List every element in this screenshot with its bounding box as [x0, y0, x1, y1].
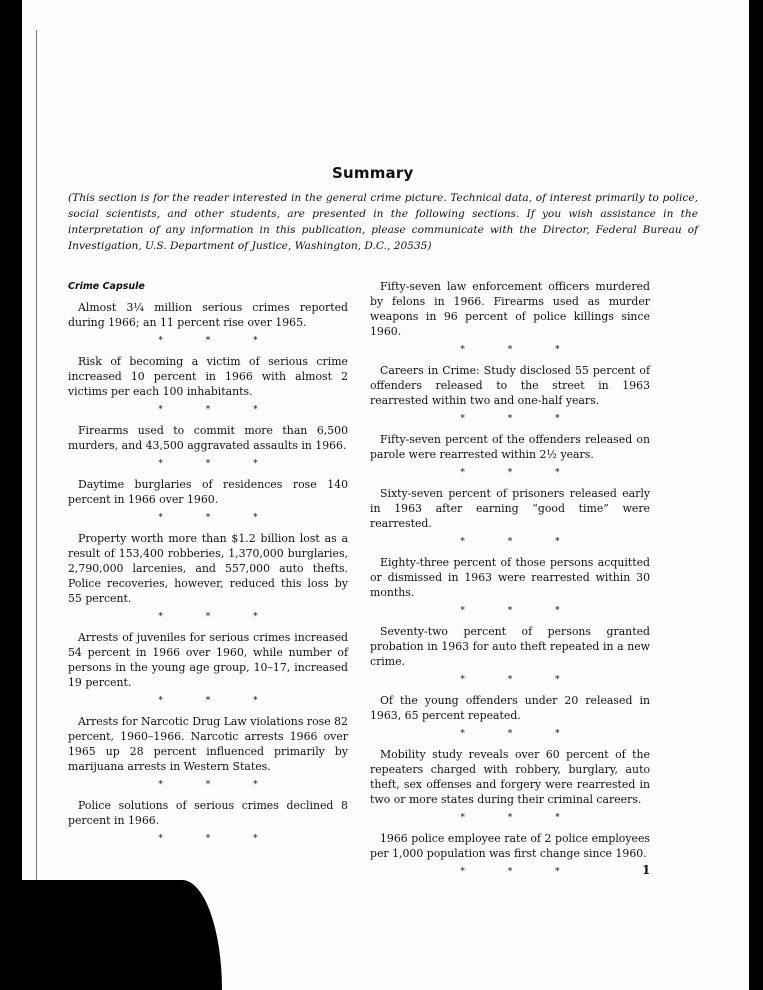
- separator: * * *: [158, 459, 278, 469]
- summary-item: Sixty-seven percent of prisoners released early in 1963 after earning “good time” were rearrested.: [370, 487, 650, 530]
- document-page: [22, 0, 751, 990]
- separator: * * *: [460, 537, 580, 547]
- summary-item: 1966 police employee rate of 2 police employees per 1,000 population was first change since 1960.: [370, 832, 650, 860]
- summary-item: Arrests of juveniles for serious crimes increased 54 percent in 1966 over 1960, while number of persons in the young age group, 10–17, increased 19 percent.: [68, 631, 348, 689]
- separator: * * *: [158, 513, 278, 523]
- separator: * * *: [460, 867, 580, 877]
- summary-item: Arrests for Narcotic Drug Law violations rose 82 percent, 1960–1966. Narcotic arrests 1966 over 1965 up 28 percent influenced primarily by marijuana arrests in Western States.: [68, 715, 348, 773]
- binding-line: [36, 30, 37, 890]
- separator: * * *: [158, 336, 278, 346]
- separator: * * *: [460, 813, 580, 823]
- summary-item: Firearms used to commit more than 6,500 murders, and 43,500 aggravated assaults in 1966.: [68, 424, 348, 452]
- summary-item: Careers in Crime: Study disclosed 55 percent of offenders released to the street in 1963 rearrested within two and one-half years.: [370, 364, 650, 407]
- page-title: Summary: [332, 164, 414, 182]
- summary-item: Police solutions of serious crimes declined 8 percent in 1966.: [68, 799, 348, 827]
- separator: * * *: [158, 405, 278, 415]
- intro-paragraph: (This section is for the reader interested in the general crime picture. Technical data, of interest primarily to police, social scientists, and other students, are presented in the following sections. If you wish assistance in the interpretation of any information in this publication, please communicate with the Director, Federal Bureau of Investigation, U.S. Department of Justice, Washington, D.C., 20535): [68, 192, 698, 252]
- separator: * * *: [460, 468, 580, 478]
- left-column: [68, 279, 348, 852]
- scan-border: [749, 0, 763, 990]
- separator: * * *: [460, 729, 580, 739]
- page-number: 1: [642, 863, 651, 877]
- separator: * * *: [460, 675, 580, 685]
- separator: * * *: [460, 606, 580, 616]
- separator: * * *: [460, 345, 580, 355]
- separator: * * *: [460, 414, 580, 424]
- summary-item: Almost 3¼ million serious crimes reported during 1966; an 11 percent rise over 1965.: [68, 301, 348, 329]
- separator: * * *: [158, 780, 278, 790]
- separator: * * *: [158, 612, 278, 622]
- summary-item: Eighty-three percent of those persons acquitted or dismissed in 1963 were rearrested within 30 months.: [370, 556, 650, 599]
- scan-shadow: [22, 880, 222, 990]
- section-heading: Crime Capsule: [68, 281, 145, 292]
- summary-item: Of the young offenders under 20 released in 1963, 65 percent repeated.: [370, 694, 650, 722]
- summary-item: Fifty-seven percent of the offenders released on parole were rearrested within 2½ years.: [370, 433, 650, 461]
- summary-item: Fifty-seven law enforcement officers murdered by felons in 1966. Firearms used as murder weapons in 96 percent of police killings since 1960.: [370, 280, 650, 338]
- summary-item: Daytime burglaries of residences rose 140 percent in 1966 over 1960.: [68, 478, 348, 506]
- separator: * * *: [158, 834, 278, 844]
- separator: * * *: [158, 696, 278, 706]
- summary-item: Property worth more than $1.2 billion lost as a result of 153,400 robberies, 1,370,000 burglaries, 2,790,000 larcenies, and 557,000 auto thefts. Police recoveries, however, reduced this loss by 55 percent.: [68, 532, 348, 605]
- right-column: [370, 279, 650, 885]
- summary-item: Mobility study reveals over 60 percent of the repeaters charged with robbery, burglary, auto theft, sex offenses and forgery were rearrested in two or more states during their criminal careers.: [370, 748, 650, 806]
- summary-item: Seventy-two percent of persons granted probation in 1963 for auto theft repeated in a new crime.: [370, 625, 650, 668]
- summary-item: Risk of becoming a victim of serious crime increased 10 percent in 1966 with almost 2 victims per each 100 inhabitants.: [68, 355, 348, 398]
